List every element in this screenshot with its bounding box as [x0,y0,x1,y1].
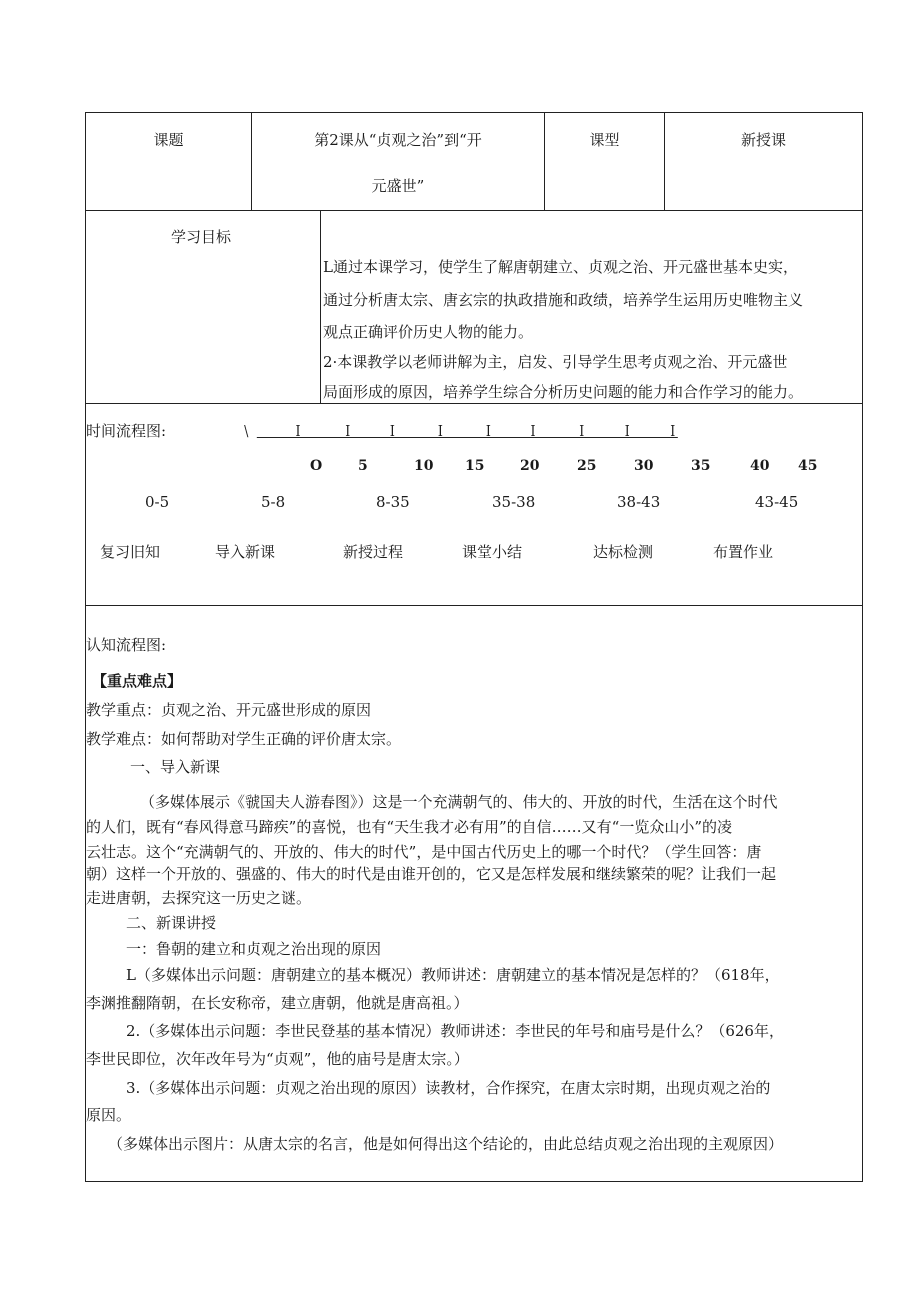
question-1-line: 李渊推翻隋朝，在长安称帝，建立唐朝，他就是唐高祖。） [86,994,469,1012]
goal-1-line-2: 通过分析唐太宗、唐玄宗的执政措施和政绩，培养学生运用历史唯物主义 [323,291,804,309]
header-divider [86,210,862,211]
timeline-range: 5-8 [261,493,286,511]
key-point: 教学重点：贞观之治、开元盛世形成的原因 [86,701,372,719]
question-3-line: 原因。 [86,1106,132,1124]
timeline-marker: I [485,422,491,440]
timeline-range: 0-5 [145,493,170,511]
question-1-line: L（多媒体出示问题：唐朝建立的基本概况）教师讲述：唐朝建立的基本情况是怎样的？（618年， [126,966,780,984]
timeline-marker: I [579,422,585,440]
section-1-title: 一、导入新课 [130,758,221,776]
goal-1-line-3: 观点正确评价历史人物的能力。 [323,323,534,341]
timeline-label: 时间流程图: [86,422,167,440]
subject-value-line2: 元盛世” [371,177,425,195]
timeline-rule [257,437,678,438]
timeline-range: 8-35 [376,493,410,511]
timeline-tick: 10 [414,458,434,474]
timeline-marker: \ [244,422,249,440]
timeline-stage: 导入新课 [215,543,276,561]
question-3-line: 3.（多媒体出示问题：贞观之治出现的原因）读教材，合作探究，在唐太宗时期，出现贞观之治的 [126,1079,771,1097]
timeline-stage: 复习旧知 [100,543,161,561]
timeline-tick: 40 [750,458,770,474]
timeline-marker: I [530,422,536,440]
timeline-stage: 达标检测 [593,543,654,561]
goal-1-line-1: L通过本课学习，使学生了解唐朝建立、贞观之治、开元盛世基本史实， [323,258,798,276]
header-col-3 [664,113,665,210]
type-value: 新授课 [740,131,786,149]
goals-label: 学习目标 [171,228,232,246]
timeline-marker: I [295,422,301,440]
timeline-marker: I [670,422,676,440]
key-heading: 【重点难点】 [92,672,183,690]
timeline-marker: I [345,422,351,440]
timeline-tick: 45 [798,458,818,474]
timeline-tick: 25 [577,458,597,474]
timeline-range: 43-45 [755,493,799,511]
question-2-line: 2.（多媒体出示问题：李世民登基的基本情况）教师讲述：李世民的年号和庙号是什么？（626年， [126,1022,784,1040]
timeline-tick: 15 [465,458,485,474]
timeline-marker: I [389,422,395,440]
goal-2-line-2: 局面形成的原因，培养学生综合分析历史问题的能力和合作学习的能力。 [323,383,804,401]
intro-line: （多媒体展示《虢国夫人游春图》）这是一个充满朝气的、伟大的、开放的时代，生活在这个时代 [140,793,778,811]
intro-line: 朝）这样一个开放的、强盛的、伟大的时代是由谁开创的，它又是怎样发展和继续繁荣的呢？让我们一起 [86,865,777,883]
timeline-divider [86,605,862,606]
timeline-tick: 30 [634,458,654,474]
timeline-range: 35-38 [492,493,536,511]
timeline-marker: I [437,422,443,440]
timeline-tick: 5 [358,458,368,474]
timeline-range: 38-43 [617,493,661,511]
timeline-tick: 20 [520,458,540,474]
goal-2-line-1: 2·本课教学以老师讲解为主，启发、引导学生思考贞观之治、开元盛世 [323,353,788,371]
type-label: 课型 [589,131,620,149]
timeline-marker: I [624,422,630,440]
timeline-stage: 新授过程 [343,543,404,561]
subsection-1-title: 一：鲁朝的建立和贞观之治出现的原因 [126,940,382,958]
intro-line: 走进唐朝，去探究这一历史之谜。 [86,889,312,907]
timeline-stage: 课堂小结 [462,543,523,561]
timeline-stage: 布置作业 [713,543,774,561]
header-col-1 [251,113,252,210]
subject-value-line1: 第2课从“贞观之治”到“开 [314,131,482,149]
goals-divider [86,403,862,404]
difficulty: 教学难点：如何帮助对学生正确的评价唐太宗。 [86,730,402,748]
timeline-tick: O [310,458,323,474]
intro-line: 的人们，既有“春风得意马蹄疾”的喜悦，也有“天生我才必有用”的自信……又有“一览众山小”的凌 [86,818,733,836]
goals-col [320,210,321,403]
subject-label: 课题 [153,131,184,149]
question-2-line: 李世民即位，次年改年号为“贞观”，他的庙号是唐太宗。） [86,1050,469,1068]
section-2-title: 二、新课讲授 [126,914,217,932]
cognitive-flow-label: 认知流程图: [86,636,167,654]
intro-line: 云壮志。这个“充满朝气的、开放的、伟大的时代”，是中国古代历史上的哪一个时代？（学生回答：唐 [86,843,762,861]
question-4-line: （多媒体出示图片：从唐太宗的名言，他是如何得出这个结论的，由此总结贞观之治出现的主观原因） [108,1135,784,1153]
timeline-tick: 35 [691,458,711,474]
header-col-2 [544,113,545,210]
